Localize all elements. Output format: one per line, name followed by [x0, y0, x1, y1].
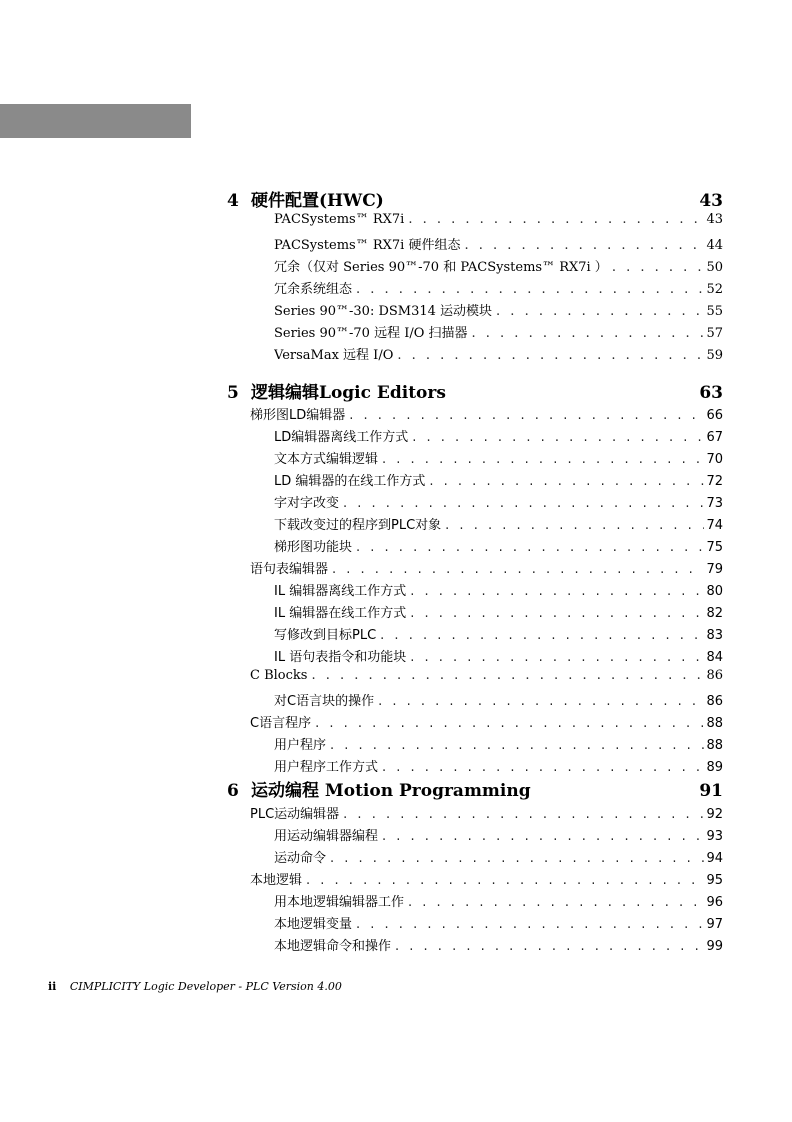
dot-leader	[349, 408, 704, 423]
dot-leader	[410, 650, 704, 665]
dot-leader	[496, 304, 704, 319]
dot-leader	[408, 212, 704, 227]
toc-entry-label: 梯形图LD编辑器	[250, 408, 346, 423]
toc-entry-page: 59	[706, 348, 723, 363]
toc-entry[interactable]	[274, 470, 723, 490]
toc-entry-label: 文本方式编辑逻辑	[274, 452, 379, 467]
toc-entry-label: 下载改变过的程序到PLC对象	[274, 518, 442, 533]
toc-entry[interactable]	[274, 448, 723, 468]
toc-entry-page: 66	[706, 408, 723, 423]
dot-leader	[311, 668, 704, 683]
toc-entry[interactable]	[274, 891, 723, 911]
chapter-page-number: 63	[699, 383, 723, 403]
toc-entry-page: 79	[706, 562, 723, 577]
toc-entry-page: 70	[706, 452, 723, 467]
toc-entry[interactable]	[274, 602, 723, 622]
chapter-title: 运动编程 Motion Programming	[251, 781, 531, 801]
toc-entry-label: 本地逻辑变量	[274, 917, 353, 932]
toc-entry-label: LD 编辑器的在线工作方式	[274, 474, 426, 489]
toc-entry[interactable]	[274, 514, 723, 534]
chapter-page-number: 91	[699, 781, 723, 801]
toc-entry-page: 94	[706, 851, 723, 866]
dot-leader	[612, 260, 705, 275]
toc-entry-label: 用户程序	[274, 738, 327, 753]
toc-entry-page: 88	[706, 716, 723, 731]
dot-leader	[382, 452, 704, 467]
toc-entry[interactable]	[274, 913, 723, 933]
toc-entry-label: PACSystems™ RX7i	[274, 212, 405, 227]
chapter-page-number: 43	[699, 191, 723, 211]
toc-entry[interactable]	[250, 558, 723, 578]
toc-entry-page: 44	[706, 238, 723, 253]
toc-entry-page: 84	[706, 650, 723, 665]
toc-entry-label: 用户程序工作方式	[274, 760, 379, 775]
dot-leader	[429, 474, 704, 489]
toc-entry-page: 72	[706, 474, 723, 489]
toc-entry-label: 梯形图功能块	[274, 540, 353, 555]
dot-leader	[412, 430, 704, 445]
chapter-heading-5[interactable]	[227, 378, 723, 402]
toc-entry-page: 83	[706, 628, 723, 643]
toc-entry[interactable]	[274, 624, 723, 644]
dot-leader	[382, 760, 704, 775]
chapter-number: 5	[227, 383, 239, 403]
dot-leader	[472, 326, 705, 341]
toc-entry-page: 74	[706, 518, 723, 533]
dot-leader	[445, 518, 704, 533]
dot-leader	[410, 584, 704, 599]
toc-entry-page: 95	[706, 873, 723, 888]
chapter-number: 4	[227, 191, 239, 211]
toc-entry-label: 冗余系统组态	[274, 282, 353, 297]
dot-leader	[410, 606, 704, 621]
toc-entry-label: C Blocks	[250, 668, 308, 683]
toc-entry[interactable]	[274, 212, 723, 232]
toc-entry[interactable]	[274, 646, 723, 666]
toc-entry-page: 96	[706, 895, 723, 910]
dot-leader	[315, 716, 704, 731]
toc-entry-label: IL 编辑器离线工作方式	[274, 584, 407, 599]
toc-entry-label: LD编辑器离线工作方式	[274, 430, 409, 445]
dot-leader	[464, 238, 704, 253]
toc-entry-page: 82	[706, 606, 723, 621]
toc-entry-label: Series 90™-70 远程 I/O 扫描器	[274, 326, 468, 341]
toc-entry[interactable]	[274, 256, 723, 276]
toc-entry-page: 80	[706, 584, 723, 599]
toc-entry-label: 对C语言块的操作	[274, 694, 375, 709]
chapter-heading-4[interactable]	[227, 186, 723, 210]
dot-leader	[343, 496, 704, 511]
toc-entry[interactable]	[274, 234, 723, 254]
dot-leader	[395, 939, 704, 954]
toc-entry[interactable]	[250, 668, 723, 688]
toc-entry-label: VersaMax 远程 I/O	[274, 348, 394, 363]
toc-entry[interactable]	[250, 803, 723, 823]
toc-entry-page: 55	[706, 304, 723, 319]
toc-entry[interactable]	[274, 734, 723, 754]
toc-entry-page: 86	[706, 668, 723, 683]
dot-leader	[332, 562, 704, 577]
dot-leader	[343, 807, 704, 822]
toc-entry[interactable]	[274, 935, 723, 955]
dot-leader	[382, 829, 704, 844]
chapter-number: 6	[227, 781, 239, 801]
dot-leader	[306, 873, 704, 888]
toc-entry[interactable]	[274, 278, 723, 298]
chapter-heading-6[interactable]	[227, 776, 723, 800]
footer-page-marker: ii	[48, 980, 57, 993]
toc-entry-page: 99	[706, 939, 723, 954]
toc-entry-label: 运动命令	[274, 851, 327, 866]
dot-leader	[397, 348, 704, 363]
toc-entry-label: 用运动编辑器编程	[274, 829, 379, 844]
header-gray-bar	[0, 104, 191, 138]
dot-leader	[408, 895, 704, 910]
dot-leader	[356, 540, 704, 555]
toc-entry-label: PLC运动编辑器	[250, 807, 340, 822]
toc-entry-page: 50	[706, 260, 723, 275]
toc-entry-label: 本地逻辑	[250, 873, 303, 888]
dot-leader	[330, 738, 704, 753]
footer-title: CIMPLICITY Logic Developer - PLC Version 4.00	[69, 980, 342, 993]
toc-entry-page: 97	[706, 917, 723, 932]
toc-entry-page: 67	[706, 430, 723, 445]
toc-entry-label: Series 90™-30: DSM314 运动模块	[274, 304, 493, 319]
toc-entry[interactable]	[274, 580, 723, 600]
toc-entry-label: 用本地逻辑编辑器工作	[274, 895, 405, 910]
dot-leader	[356, 282, 704, 297]
toc-entry-page: 43	[706, 212, 723, 227]
toc-entry[interactable]	[250, 712, 723, 732]
toc-entry-label: 写修改到目标PLC	[274, 628, 377, 643]
toc-entry-page: 93	[706, 829, 723, 844]
toc-entry-label: PACSystems™ RX7i 硬件组态	[274, 238, 461, 253]
toc-entry-label: 字对字改变	[274, 496, 340, 511]
dot-leader	[330, 851, 704, 866]
toc-entry[interactable]	[274, 756, 723, 776]
toc-entry[interactable]	[274, 322, 723, 342]
toc-entry[interactable]	[250, 404, 723, 424]
dot-leader	[380, 628, 704, 643]
toc-entry-label: 语句表编辑器	[250, 562, 329, 577]
chapter-title: 逻辑编辑Logic Editors	[251, 383, 446, 403]
toc-entry-label: IL 编辑器在线工作方式	[274, 606, 407, 621]
toc-entry-page: 86	[706, 694, 723, 709]
toc-entry[interactable]	[274, 825, 723, 845]
toc-entry-label: IL 语句表指令和功能块	[274, 650, 407, 665]
toc-entry-page: 73	[706, 496, 723, 511]
dot-leader	[356, 917, 704, 932]
toc-entry-page: 75	[706, 540, 723, 555]
toc-entry-page: 92	[706, 807, 723, 822]
toc-entry-page: 89	[706, 760, 723, 775]
toc-entry-page: 88	[706, 738, 723, 753]
toc-entry-page: 52	[706, 282, 723, 297]
toc-entry-label: 冗余（仅对 Series 90™-70 和 PACSystems™ RX7i ）	[274, 260, 608, 275]
toc-entry[interactable]	[274, 492, 723, 512]
toc-entry[interactable]	[274, 344, 723, 364]
chapter-title: 硬件配置(HWC)	[251, 191, 384, 211]
toc-entry[interactable]	[274, 536, 723, 556]
toc-entry[interactable]	[274, 300, 723, 320]
toc-entry[interactable]	[274, 690, 723, 710]
toc-entry-label: C语言程序	[250, 716, 312, 731]
toc-entry[interactable]	[274, 847, 723, 867]
page-footer	[48, 980, 342, 993]
toc-entry-page: 57	[706, 326, 723, 341]
toc-entry[interactable]	[250, 869, 723, 889]
dot-leader	[378, 694, 704, 709]
toc-entry[interactable]	[274, 426, 723, 446]
toc-entry-label: 本地逻辑命令和操作	[274, 939, 392, 954]
